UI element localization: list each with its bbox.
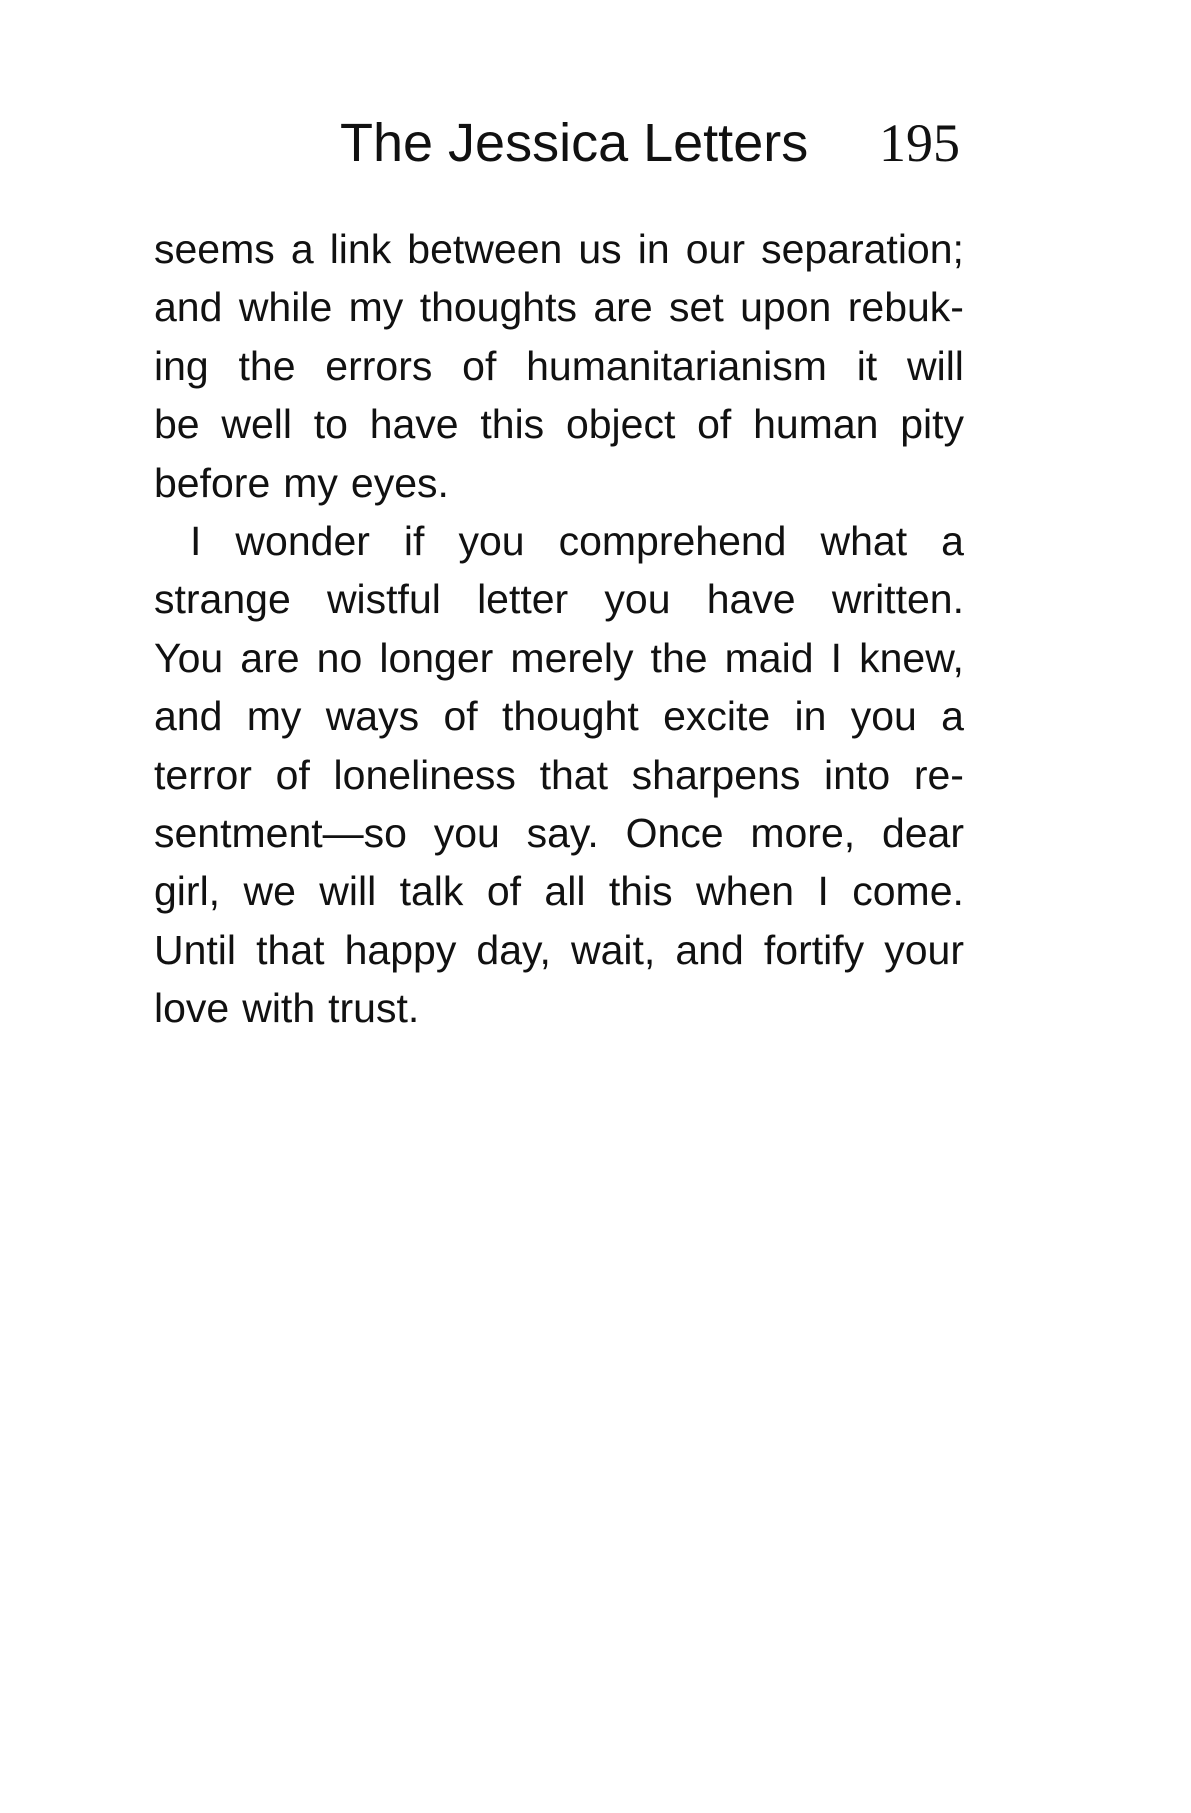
word: knew, xyxy=(859,634,964,681)
word: comprehend xyxy=(558,517,787,564)
word: of xyxy=(462,342,497,389)
word: into xyxy=(824,751,891,798)
word: and xyxy=(154,284,223,331)
word: talk xyxy=(399,868,464,915)
word: of xyxy=(275,751,310,798)
word: wait, xyxy=(570,926,656,973)
word: you xyxy=(458,517,525,564)
text-line xyxy=(154,337,964,395)
word: of xyxy=(697,401,732,448)
paragraph xyxy=(154,512,964,1038)
word: love xyxy=(154,985,230,1032)
word: separation; xyxy=(761,226,964,272)
word: you xyxy=(433,809,500,856)
word: a xyxy=(290,226,314,272)
text-line xyxy=(154,629,964,687)
word: come. xyxy=(852,868,964,915)
word: wonder xyxy=(235,517,370,564)
word: when xyxy=(696,868,795,915)
word: if xyxy=(403,517,425,564)
word: letter xyxy=(477,576,569,623)
word: object xyxy=(565,401,676,448)
page-number: 195 xyxy=(879,113,960,173)
word: be xyxy=(154,401,200,448)
word: my xyxy=(283,459,338,506)
word: day, xyxy=(476,926,551,973)
word: to xyxy=(313,401,348,448)
word: and xyxy=(675,926,744,973)
word: sharpens xyxy=(631,751,801,798)
word: and xyxy=(154,693,223,740)
word: maid xyxy=(724,634,814,681)
word: rebuk- xyxy=(847,284,964,331)
word: fortify xyxy=(763,926,865,973)
word: errors xyxy=(325,342,433,389)
word: all xyxy=(544,868,586,915)
text-line xyxy=(154,395,964,453)
word: we xyxy=(243,868,296,915)
word: will xyxy=(319,868,377,915)
word: trust. xyxy=(328,985,420,1032)
word: sentment—so xyxy=(154,809,407,856)
word: eyes. xyxy=(350,459,449,506)
word: this xyxy=(480,401,545,448)
word: I xyxy=(817,868,829,915)
word: the xyxy=(238,342,296,389)
word: in xyxy=(637,226,670,272)
word: pity xyxy=(900,401,964,448)
word: a xyxy=(941,517,964,564)
word: what xyxy=(820,517,908,564)
word: my xyxy=(348,284,404,331)
word: are xyxy=(240,634,300,681)
text-line xyxy=(154,921,964,979)
word: of xyxy=(486,868,522,915)
word: it xyxy=(856,342,878,389)
word: before xyxy=(154,459,271,506)
word: You xyxy=(154,634,224,681)
text-line xyxy=(154,804,964,862)
word: excite xyxy=(663,693,771,740)
word: longer xyxy=(379,634,494,681)
text-line xyxy=(154,979,964,1037)
text-line xyxy=(154,220,964,278)
word: ing xyxy=(154,342,209,389)
word: written. xyxy=(831,576,964,623)
word: merely xyxy=(510,634,634,681)
word: in xyxy=(794,693,827,740)
word: well xyxy=(221,401,292,448)
word: have xyxy=(369,401,459,448)
word: your xyxy=(884,926,964,973)
word: our xyxy=(685,226,745,272)
word: thoughts xyxy=(419,284,577,331)
word: have xyxy=(706,576,796,623)
word: this xyxy=(608,868,673,915)
text-line xyxy=(154,454,964,512)
word: my xyxy=(246,693,302,740)
running-head xyxy=(154,108,964,178)
word: loneliness xyxy=(333,751,516,798)
word: the xyxy=(650,634,708,681)
word: Once xyxy=(625,809,724,856)
word: you xyxy=(850,693,917,740)
text-line xyxy=(154,570,964,628)
word: will xyxy=(906,342,964,389)
word: happy xyxy=(344,926,457,973)
word: Until xyxy=(154,926,237,973)
word: a xyxy=(941,693,964,740)
paragraph xyxy=(154,220,964,512)
word: strange xyxy=(154,576,291,623)
word: you xyxy=(604,576,671,623)
word: set xyxy=(669,284,724,331)
word: between xyxy=(407,226,563,272)
word: link xyxy=(329,226,392,272)
word: ways xyxy=(325,693,420,740)
word: while xyxy=(238,284,333,331)
word: human xyxy=(753,401,879,448)
word: wistful xyxy=(326,576,441,623)
word: that xyxy=(256,926,325,973)
text-line xyxy=(154,278,964,336)
word: are xyxy=(593,284,653,331)
word: upon xyxy=(740,284,832,331)
word: that xyxy=(539,751,608,798)
word: girl, xyxy=(154,868,221,915)
word: seems xyxy=(154,226,275,272)
body-text xyxy=(154,220,964,1037)
text-line xyxy=(154,746,964,804)
word: thought xyxy=(501,693,639,740)
word: I xyxy=(830,634,843,681)
word: say. xyxy=(526,809,599,856)
text-line xyxy=(154,687,964,745)
word: us xyxy=(578,226,622,272)
word: re- xyxy=(913,751,964,798)
text-line xyxy=(154,512,964,570)
word: humanitarianism xyxy=(526,342,827,389)
word: more, xyxy=(750,809,856,856)
word: with xyxy=(242,985,316,1032)
running-title: The Jessica Letters xyxy=(340,113,809,173)
word: dear xyxy=(881,809,964,856)
word: I xyxy=(190,517,202,564)
text-line xyxy=(154,862,964,920)
word: no xyxy=(316,634,363,681)
word: terror xyxy=(154,751,252,798)
word: of xyxy=(443,693,478,740)
